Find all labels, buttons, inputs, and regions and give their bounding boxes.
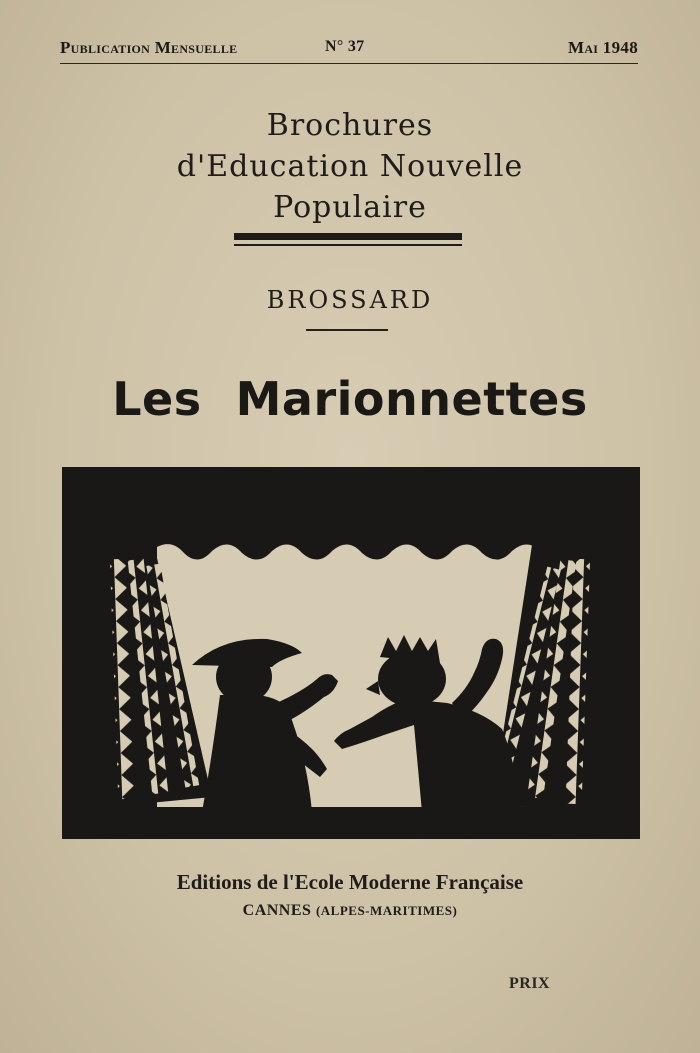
author-name: BROSSARD xyxy=(266,286,434,314)
series-rule-thick xyxy=(234,233,462,240)
price-label: PRIX xyxy=(509,975,551,992)
series-title-line-3: Populaire xyxy=(273,190,427,225)
series-title-line-2: d'Education Nouvelle xyxy=(176,149,524,184)
series-title-line-1: Brochures xyxy=(266,108,434,143)
issue-date: Mai 1948 xyxy=(567,38,638,57)
issue-number: N° 37 xyxy=(325,38,365,55)
publisher-region: (ALPES-MARITIMES) xyxy=(315,903,458,918)
cover-header xyxy=(60,38,638,60)
stage-floor xyxy=(152,807,572,839)
publisher-city: CANNES xyxy=(242,902,312,919)
publication-frequency: Publication Mensuelle xyxy=(60,38,238,57)
book-title-word-1: Les xyxy=(112,372,202,426)
author-rule xyxy=(306,329,388,331)
puppet-theater-illustration xyxy=(62,467,640,839)
publisher-location xyxy=(0,902,700,920)
header-rule xyxy=(60,63,638,64)
series-rule-thin xyxy=(234,244,462,246)
book-title-word-2: Marionnettes xyxy=(235,372,588,426)
publisher-name: Editions de l'Ecole Moderne Française xyxy=(176,870,524,894)
book-title xyxy=(0,372,700,426)
